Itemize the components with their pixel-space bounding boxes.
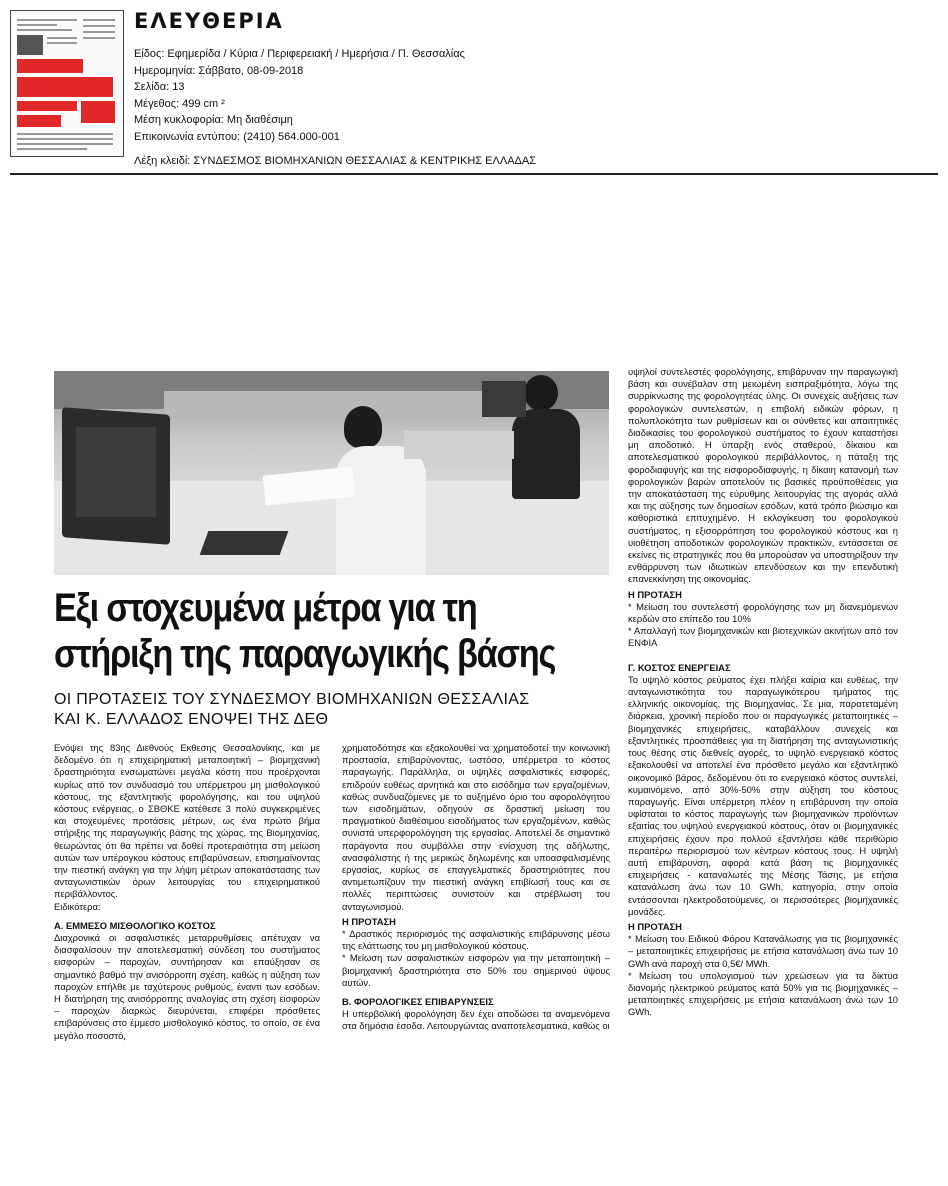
proposal-c-bullet-1: * Μείωση του Ειδικού Φόρου Κατανάλωσης για τις βιομηχανικές – μεταποιητικές επιχειρήσεις με ετήσια κατανάλωση άνω των 10 GWh ανά παροχή στα 0,5€/ MWh. [628,933,898,969]
clip-metadata [134,46,465,146]
article-column-1 [54,742,320,1042]
page-thumbnail[interactable] [10,10,124,157]
keyword-line: Λέξη κλειδί: ΣΥΝΔΕΣΜΟΣ ΒΙΟΜΗΧΑΝΙΩΝ ΘΕΣΣΑΛΙΑΣ & ΚΕΝΤΡΙΚΗΣ ΕΛΛΑΔΑΣ [134,155,537,167]
proposal-a-bullet-1: * Δραστικός περιορισμός της ασφαλιστικής επιβάρυνσης μέσω της ελάττωσης του μη μισθολογικού κόστους. [342,928,610,952]
proposal-c-bullet-2: * Μείωση του υπολογισμού των χρεώσεων για τα δίκτυα διανομής ηλεκτρικού ρεύματος κατά 50% για τις βιομηχανικές – μεταποιητικές επιχειρήσεις με ετήσια κατανάλωση άνω των 10 GWh. [628,969,898,1018]
specifically-label: Ειδικότερα: [54,900,101,912]
proposal-heading-a: Η ΠΡΟΤΑΣΗ [342,915,396,927]
publication-masthead: ΕΛΕΥΘΕΡΙΑ [134,9,284,33]
meta-size: Μέγεθος: 499 cm ² [134,97,225,110]
section-c-paragraph: Το υψηλό κόστος ρεύματος έχει πλήξει καίρια και ευθέως, την ανταγωνιστικότητα του παραγωγικότερου τμήματος της ελληνικής οικονομίας, της Βιομηχανίας. Σε μια, παρατεταμένη διάρκεια, χρονική περίοδο που οι παραγωγικές μεταποιητικές – βιομηχανικές επιχειρήσεις, καταβάλλουν συνεχείς και εξαντλητικές προσπάθειες για τη διατήρηση της ανταγωνιστικής τους θέσης στις διεθνείς αγορές, το υψηλό ενεργειακό κόστος εξακολουθεί να αποτελεί ένα πρόσθετο μεγάλο και εξαντλητικό οικονομικό βάρος, δεδομένου ότι το ενεργειακό κόστος συντελεί, κυμαινόμενο, από 30%-50% στην αύξηση του κόστους παραγωγής. Είναι υπέρμετρη πλέον η επιβάρυνση την οποία υφίσταται το κόστος παραγωγής των βιομηχανικών προϊόντων εξαιτίας του υψηλού ενεργειακού κόστους, όταν οι βιομηχανικές επιχειρήσεις έχουν προ πολλού εξαντλήσει κάθε περιθώριο περαιτέρω περιορισμού των κέντρων κόστους τους. Η υψηλή αυτή επιβάρυνση, αφορά κατά βάση τις βιομηχανικές επιχειρήσεις - καταναλωτές της Μέσης Τάσης, με ετήσια κατανάλωση άνω των 10 GWh, κατηγορία, στην οποία εντάσσονται ηλεκτροδοτούμενες, οι περισσότερες βιομηχανικές μονάδες. [628,673,898,917]
proposal-heading-c: Η ΠΡΟΤΑΣΗ [628,920,682,932]
section-heading-a: Α. ΕΜΜΕΣΟ ΜΙΣΘΟΛΟΓΙΚΟ ΚΟΣΤΟΣ [54,919,216,931]
intro-paragraph: Ενόψει της 83ης Διεθνούς Εκθεσης Θεσσαλονίκης, και με δεδομένο ότι η επιχειρηματική μεταποιητική – βιομηχανική δραστηριότητα ενσωματώνει μεγάλα κόστη που προέρχονται κυρίως από τον συνδυασμό του υπέρμετρου μη μισθολογικού κόστους, της εξαντλητικής φορολόγησης, και του υψηλού κόστους ενέργειας, ο ΣΒΘΚΕ κατέθεσε 3 πολύ συγκεκριμένες και στοχευμένες προτάσεις μέτρων, ως ένα πρώτο βήμα στήριξης της παραγωγικής βάσης της χώρας, της Βιομηχανίας, θεωρώντας ότι θα πρέπει να δοθεί προτεραιότητα στη μείωση αυτών των υπέρογκου κόστους επιβαρύνσεων, επισημαίνοντας την πιεστική ανάγκη για την λήψη μέτρων αποκατάστασης των ανταγωνιστικών όρων λειτουργίας του επιχειρηματικού περιβάλλοντος. [54,742,320,900]
proposal-b-bullet-1: * Μείωση του συντελεστή φορολόγησης των μη διανεμόμενων κερδών στο επίπεδο του 10% [628,600,898,625]
subhead-line-1: ΟΙ ΠΡΟΤΑΣΕΙΣ ΤΟΥ ΣΥΝΔΕΣΜΟΥ ΒΙΟΜΗΧΑΝΙΩΝ ΘΕΣΣΑΛΙΑΣ [54,691,530,708]
proposal-a-bullet-2: * Μείωση των ασφαλιστικών εισφορών για την μεταποιητική – βιομηχανική δραστηριότητα στο 50% του σημερινού ύψους αυτών. [342,952,610,988]
header-divider [10,173,938,175]
headline-line-2: στήριξη της παραγωγικής βάσης [54,632,556,676]
meta-circulation: Μέση κυκλοφορία: Μη διαθέσιμη [134,114,293,127]
headline-line-1: Εξι στοχευμένα μέτρα για τη [54,586,477,630]
subhead-line-2: ΚΑΙ Κ. ΕΛΛΑΔΟΣ ΕΝΟΨΕΙ ΤΗΣ ΔΕΘ [54,711,329,728]
proposal-heading-b: Η ΠΡΟΤΑΣΗ [628,588,682,600]
section-b-continuation: υψηλοί συντελεστές φορολόγησης, επιβάρυναν την παραγωγική βάση και συνέβαλαν στη μειωμένη εισπραξιμότητα, λόγω της συρρίκνωσης της φορολογητέας ύλης. Οι συνεχείς αυξήσεις των φορολογικών συντελεστών, η επιβολή ειδικών φόρων, η πολυπλοκότητα των ρυθμίσεων και οι σύνθετες και απαιτητικές διαδικασίες του φορολογικού συστήματος το έχουν καταστήσει μη αποδοτικό. Η ύπαρξη ενός σταθερού, δίκαιου και αποτελεσματικού φορολογικού περιβάλλοντος, η πάταξη της φοροδιαφυγής και της εισφοροδιαφυγής, η δίκαιη κατανομή των φορολογικών βαρών αποτελούν τις βασικές προϋποθέσεις για την αποκατάσταση της εύρυθμης λειτουργίας της αγοράς αλλά και της αύξησης των δημοσίων εσόδων, κατά τρόπο βιώσιμο και καθοριστικά επιτυχημένο. Η εκλογίκευση του φορολογικού συστήματος, η εξισορρόπηση του φορολογικού κόστους και η υιοθέτηση αποδοτικών φορολογικών πρακτικών, εντάσσεται σε εκείνες τις στρατηγικές που θα μπορούσαν να υποστηρίξουν την ενθάρρυνση των ιδιωτικών επενδύσεων και την επενδυτική επανεκκίνηση της οικονομίας. [628,366,898,585]
section-a-continuation: χρηματοδότησε και εξακολουθεί να χρηματοδοτεί την κοινωνική προστασία, επιβαρύνοντας, ωστόσο, υπέρμετρα το κόστος παραγωγής. Παράλληλα, οι υψηλές ασφαλιστικές εισφορές, επιδρούν ευθέως αρνητικά και στο εισόδημα των εργαζομένων, καθώς συνδυαζόμενες με το αυξημένο όριο του αφορολόγητου των εισοδημάτων, οδηγούν σε δραστική μείωση του πραγματικού διαθέσιμου εισοδήματος των εργαζομένων, καθώς συνιστά υπερφορολόγηση της εργασίας. Αποτελεί δε σημαντικό παράγοντα που συμβάλλει στην ενίσχυση της αδήλωτης, ανασφάλιστης ή της μερικώς δηλωμένης και υποασφαλισμένης εργασίας, κυρίως σε επαγγελματικές δραστηριότητες που αντιμετωπίζουν την πιεστική ανάγκη επιβίωσή τους και σε πολλές περιπτώσεις συνιστούν και στρέβλωση του ανταγωνισμού. [342,742,610,912]
article-headline [54,585,556,677]
article-column-3 [628,366,898,1019]
section-b-paragraph: Η υπερβολική φορολόγηση δεν έχει αποδώσει τα αναμενόμενα στα δημόσια έσοδα. Λειτουργώντας αναποτελεσματικά, καθώς οι [342,1008,610,1032]
proposal-b-bullet-2: * Απαλλαγή των βιομηχανικών και βιοτεχνικών ακινήτων από τον ΕΝΦΙΑ [628,625,898,649]
meta-date: Ημερομηνία: Σάββατο, 08-09-2018 [134,64,304,77]
article-column-2 [342,742,610,1033]
meta-contact: Επικοινωνία εντύπου: (2410) 564.000-001 [134,130,340,143]
section-heading-b: Β. ΦΟΡΟΛΟΓΙΚΕΣ ΕΠΙΒΑΡΥΝΣΕΙΣ [342,996,494,1008]
article-photo [54,371,609,575]
section-heading-c: Γ. ΚΟΣΤΟΣ ΕΝΕΡΓΕΙΑΣ [628,661,731,673]
meta-page: Σελίδα: 13 [134,81,185,94]
article-subheadline [54,690,534,730]
meta-type: Είδος: Εφημερίδα / Κύρια / Περιφερειακή / Ημερήσια / Π. Θεσσαλίας [134,48,465,60]
section-a-paragraph: Διαχρονικά οι ασφαλιστικές μεταρρυθμίσεις απέτυχαν να διασφαλίσουν την αποτελεσματική σύνδεση του συστήματος εισφορών – παροχών, συντήρησαν και επαύξησαν σε σημαντικό βαθμό την ανισόρροπη σχέση, καθώς η αύξηση των παροχών επήλθε με ταχύτερους ρυθμούς, έναντι των εσόδων. Η διατήρηση της ανισόρροπης αναλογίας στη σχέση εισφορών – παροχών διαρκώς διευρύνεται, επιφέρει πρόσθετες επιβαρύνσεις στο έμμεσο μισθολογικό κόστος, το οποίο, σε ένα μεγάλο ποσοστό, [54,932,320,1041]
